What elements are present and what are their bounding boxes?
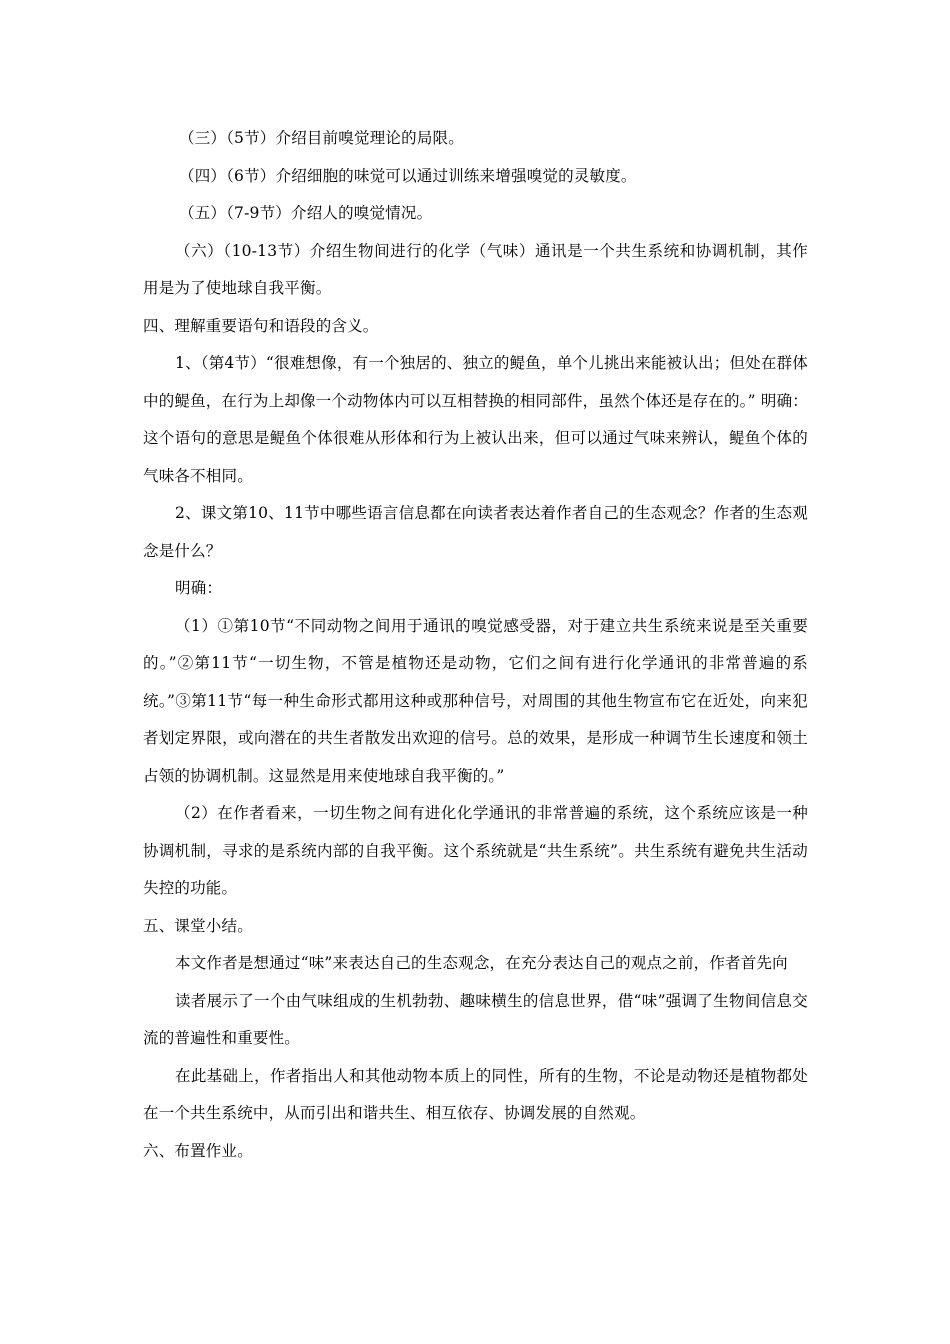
document-body (143, 120, 808, 1170)
paragraph-summary-3: 在此基础上，作者指出人和其他动物本质上的同性，所有的生物，不论是动物还是植物都处在一个共生系统中，从而引出和谐共生、相互依存、协调发展的自然观。 (143, 1066, 808, 1122)
paragraph-answer-1: （1）①第10节“不同动物之间用于通讯的嗅觉感受器，对于建立共生系统来说是至关重要的。”②第11节“一切生物，不管是植物还是动物，它们之间有进行化学通讯的非常普遍的系统。”③第11节“每一种生命形式都用这种或那种信号，对周围的其他生物宣布它在近处，向来犯者划定界限，或向潜在的共生者散发出欢迎的信号。总的效果，是形成一种调节生长速度和领土占领的协调机制。这显然是用来使地球自我平衡的。” (143, 616, 808, 785)
paragraph-section-3: （三）（5节）介绍目前嗅觉理论的局限。 (179, 129, 464, 147)
paragraph-answer-label: 明确： (175, 579, 223, 597)
paragraph-summary-1: 本文作者是想通过“味”来表达自己的生态观念，在充分表达自己的观点之前，作者首先向 (175, 954, 788, 972)
paragraph-section-6: （六）（10-13节）介绍生物间进行的化学（气味）通讯是一个共生系统和协调机制，其作用是为了使地球自我平衡。 (143, 241, 808, 297)
paragraph-summary-2: 读者展示了一个由气味组成的生机勃勃、趣味横生的信息世界，借“味”强调了生物间信息交流的普遍性和重要性。 (143, 991, 808, 1047)
paragraph-item-1: 1、（第4节）“很难想像，有一个独居的、独立的鳀鱼，单个儿挑出来能被认出；但处在群体中的鳀鱼，在行为上却像一个动物体内可以互相替换的相同部件，虽然个体还是存在的。” 明确：这个语句的意思是鳀鱼个体很难从形体和行为上被认出来，但可以通过气味来辨认，鳀鱼个体的气味各不相同。 (143, 354, 808, 485)
heading-class-summary: 五、课堂小结。 (143, 916, 253, 935)
heading-understand-sentences: 四、理解重要语句和语段的含义。 (143, 316, 379, 335)
paragraph-answer-2: （2）在作者看来，一切生物之间有进化化学通讯的非常普遍的系统，这个系统应该是一种协调机制，寻求的是系统内部的自我平衡。这个系统就是“共生系统”。共生系统有避免共生活动失控的功能。 (143, 804, 808, 897)
paragraph-section-4: （四）（6节）介绍细胞的味觉可以通过训练来增强嗅觉的灵敏度。 (179, 166, 637, 185)
paragraph-item-2: 2、课文第10、11节中哪些语言信息都在向读者表达着作者自己的生态观念？作者的生态观念是什么？ (143, 504, 808, 560)
heading-homework: 六、布置作业。 (143, 1141, 253, 1160)
paragraph-section-5: （五）（7-9节）介绍人的嗅觉情况。 (179, 204, 433, 222)
